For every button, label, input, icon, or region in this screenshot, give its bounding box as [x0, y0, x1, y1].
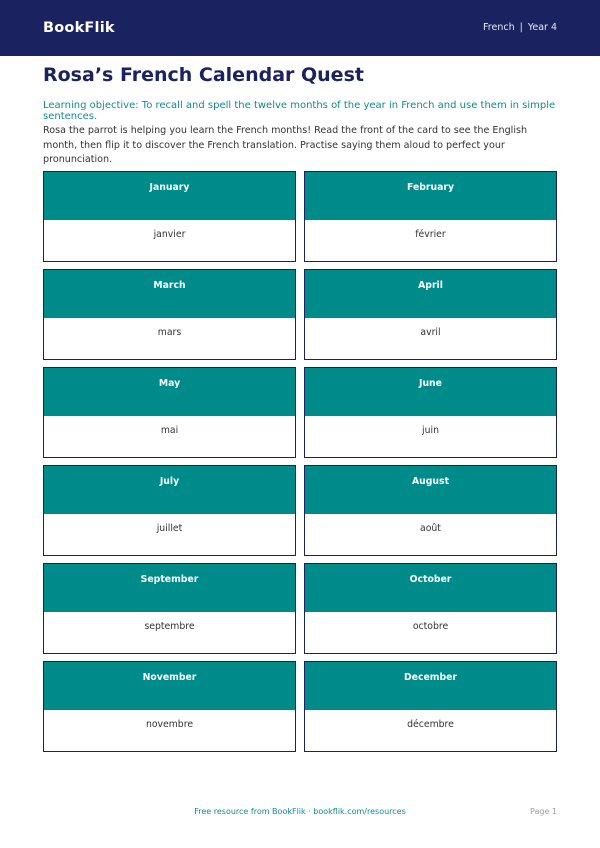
flashcard-january[interactable]	[43, 171, 296, 262]
card-front: September	[44, 564, 295, 612]
footer-credit-link[interactable]: Free resource from BookFlik · bookflik.com/resources	[194, 807, 406, 816]
card-front: January	[44, 172, 295, 220]
flashcard-september[interactable]	[43, 563, 296, 654]
card-front: August	[305, 466, 556, 514]
flashcard-july[interactable]	[43, 465, 296, 556]
flashcard-may[interactable]	[43, 367, 296, 458]
card-back: avril	[305, 318, 556, 359]
card-front: May	[44, 368, 295, 416]
card-front: February	[305, 172, 556, 220]
card-back: mars	[44, 318, 295, 359]
level-label: Year 4	[527, 22, 557, 33]
flashcard-november[interactable]	[43, 661, 296, 752]
card-back: octobre	[305, 612, 556, 653]
flashcard-april[interactable]	[304, 269, 557, 360]
flashcard-december[interactable]	[304, 661, 557, 752]
card-back: janvier	[44, 220, 295, 261]
card-back: septembre	[44, 612, 295, 653]
card-front: December	[305, 662, 556, 710]
header-meta	[483, 0, 557, 60]
header-separator: |	[519, 22, 523, 33]
flashcard-march[interactable]	[43, 269, 296, 360]
flashcard-august[interactable]	[304, 465, 557, 556]
card-front: November	[44, 662, 295, 710]
card-front: July	[44, 466, 295, 514]
card-back: novembre	[44, 710, 295, 751]
flashcard-october[interactable]	[304, 563, 557, 654]
card-back: août	[305, 514, 556, 555]
card-front: June	[305, 368, 556, 416]
card-back: décembre	[305, 710, 556, 751]
flashcard-june[interactable]	[304, 367, 557, 458]
intro-text: Rosa the parrot is helping you learn the French months! Read the front of the card to see the English month, then flip it to discover the French translation. Practise saying them aloud to perfect your pronunciation.	[43, 125, 528, 165]
card-back: juin	[305, 416, 556, 457]
card-front: October	[305, 564, 556, 612]
card-back: juillet	[44, 514, 295, 555]
card-back: février	[305, 220, 556, 261]
brand-logo: BookFlik	[43, 20, 115, 36]
learning-objective: Learning objective: To recall and spell the twelve months of the year in French and use them in simple sentences.	[43, 100, 556, 122]
subject-label: French	[483, 22, 515, 33]
flashcard-february[interactable]	[304, 171, 557, 262]
card-front: March	[44, 270, 295, 318]
page-number: Page 1	[530, 807, 557, 816]
flashcard-grid	[43, 171, 557, 752]
card-back: mai	[44, 416, 295, 457]
page-title: Rosa’s French Calendar Quest	[43, 64, 364, 86]
page-header	[0, 0, 600, 56]
card-front: April	[305, 270, 556, 318]
